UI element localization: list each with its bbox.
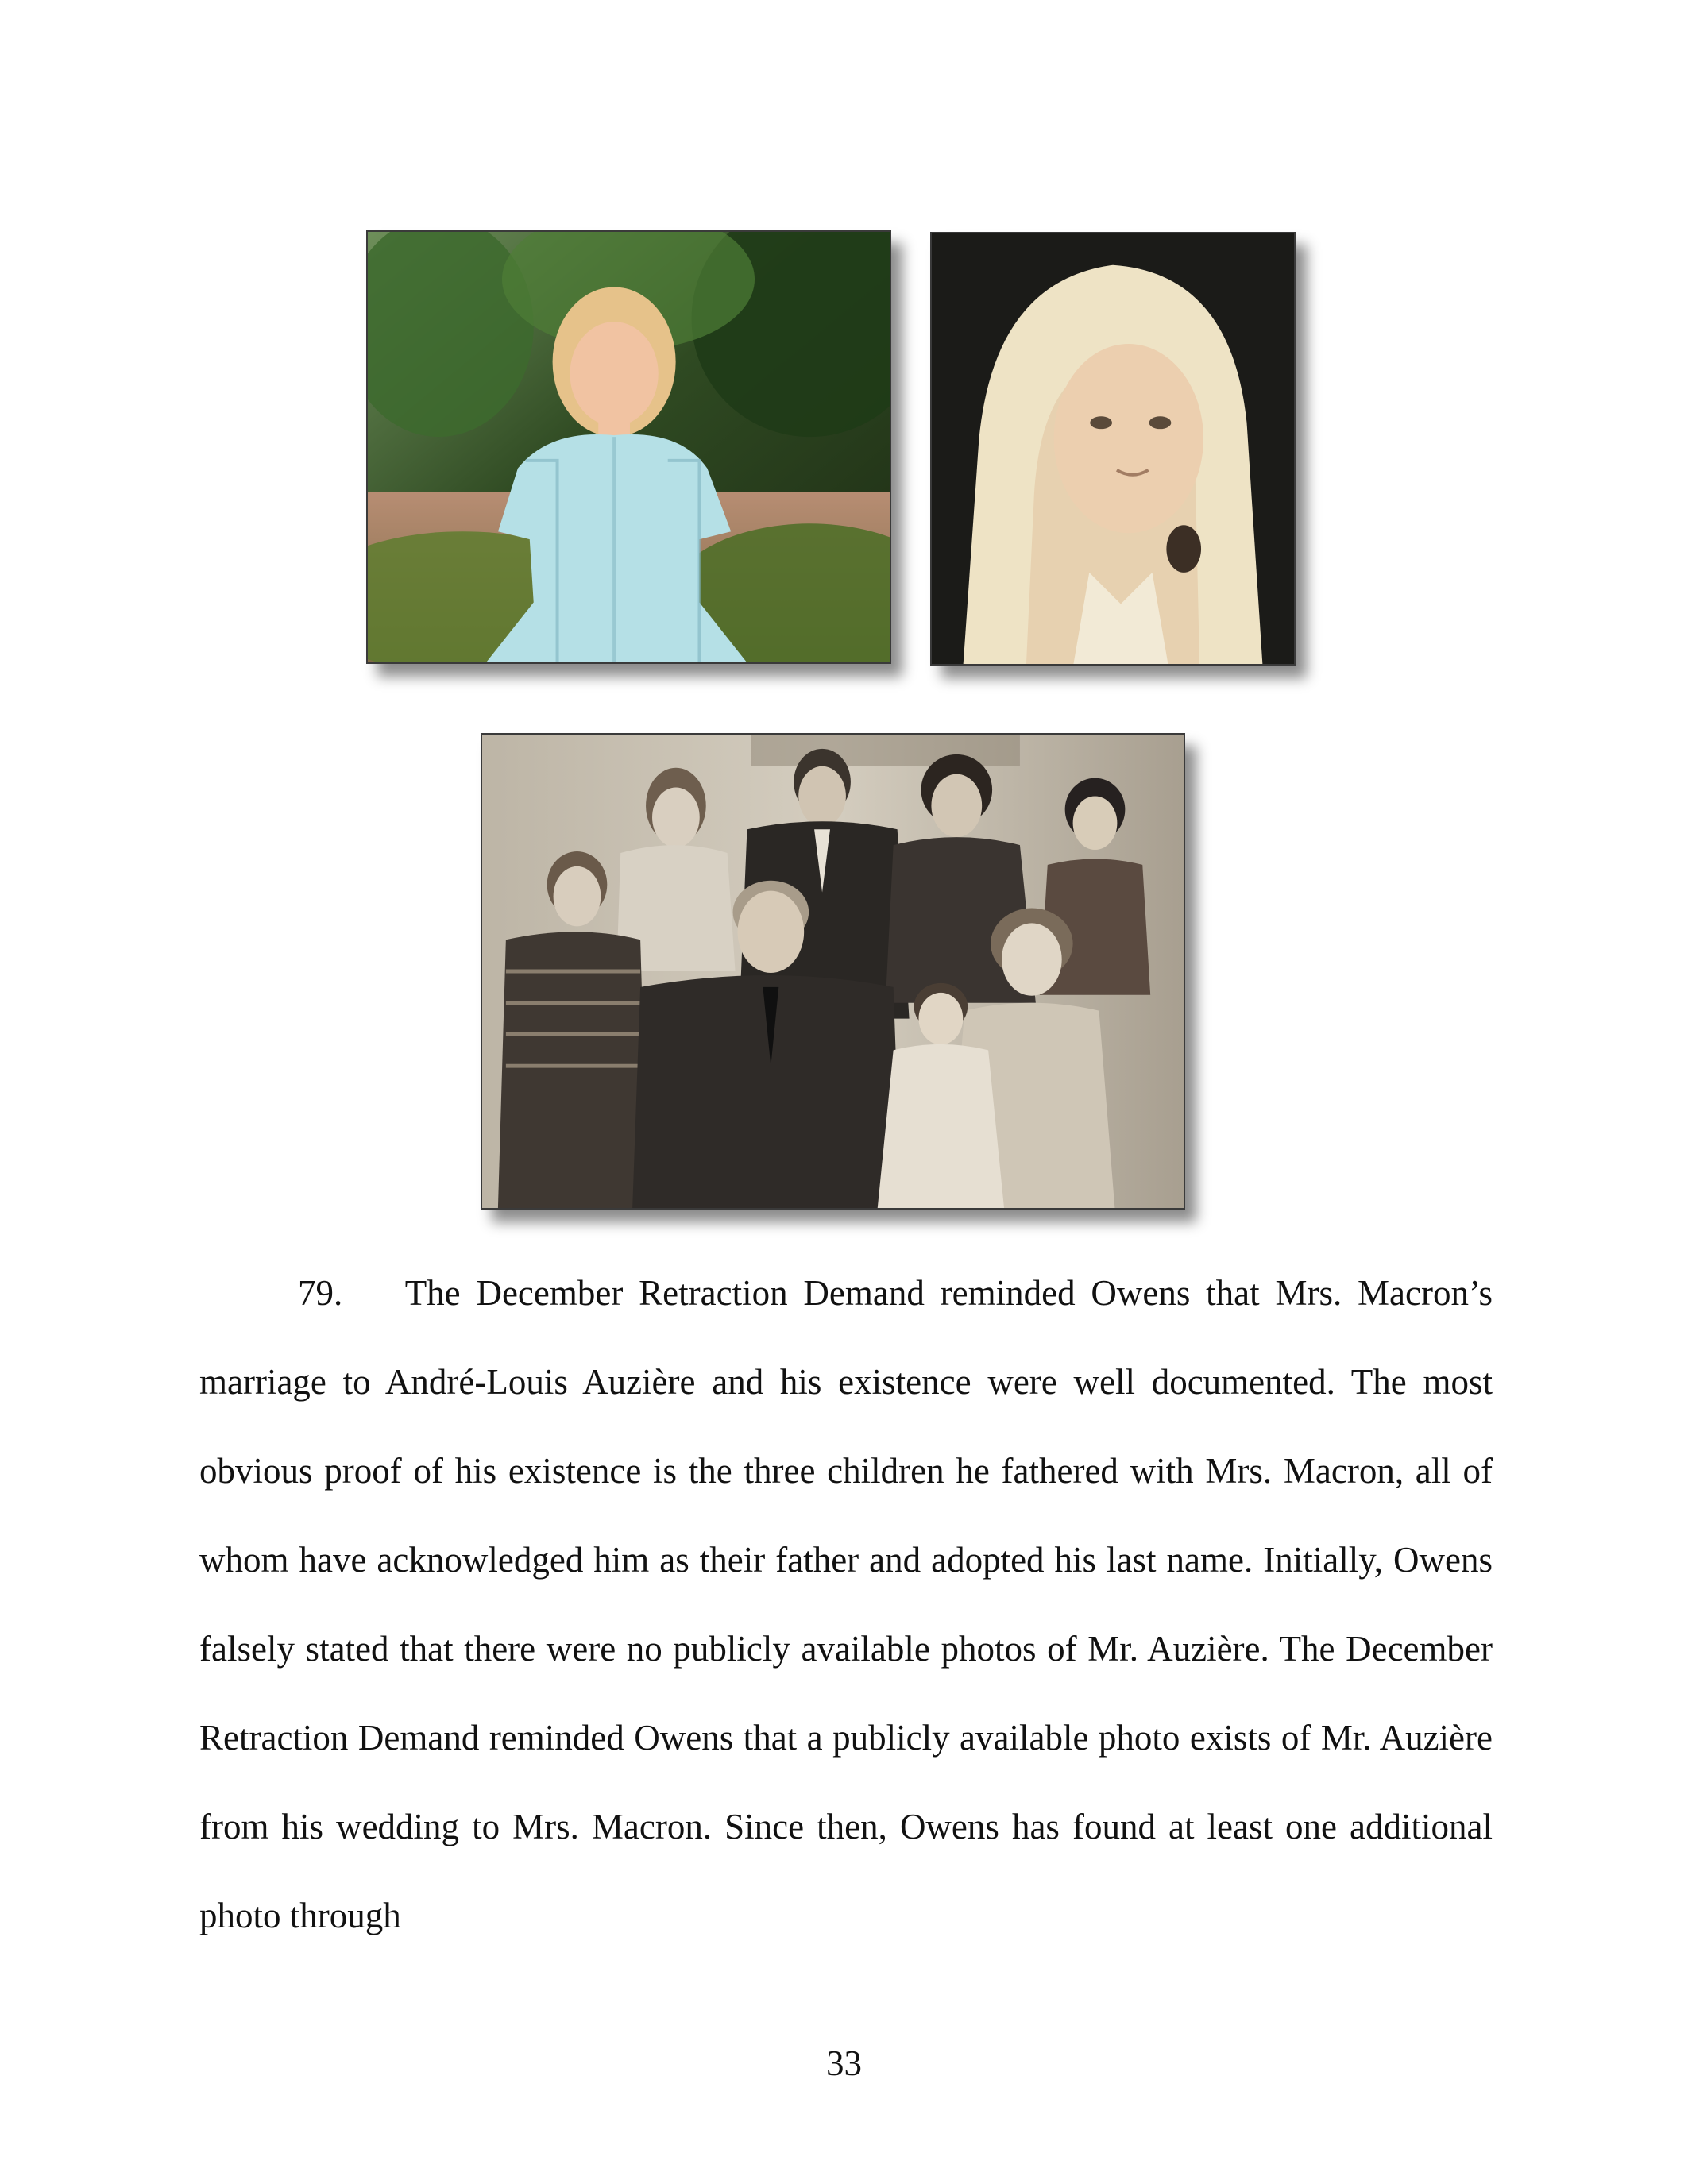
photo-girl-in-dress-garden [366, 230, 891, 664]
page-number: 33 [826, 2043, 862, 2083]
paragraph-text: The December Retraction Demand reminded Owens that Mrs. Macron’s marriage to André-Louis Auzière and his existence were well documented. The most obvious proof of his existence is the three children he fathered with Mrs. Macron, all of whom have acknowledged him as their father and adopted his last name. Initially, Owens falsely stated that there were no publicly available photos of Mr. Auzière. The December Retraction Demand reminded Owens that a publicly available photo exists of Mr. Auzière from his wedding to Mrs. Macron. Since then, Owens has found at least one additional photo through [199, 1273, 1493, 1935]
photo-family-group [481, 733, 1185, 1210]
body-paragraph [199, 1248, 1493, 1960]
paragraph-number: 79. [298, 1273, 343, 1313]
photo-girl-in-white-veil [930, 232, 1296, 666]
